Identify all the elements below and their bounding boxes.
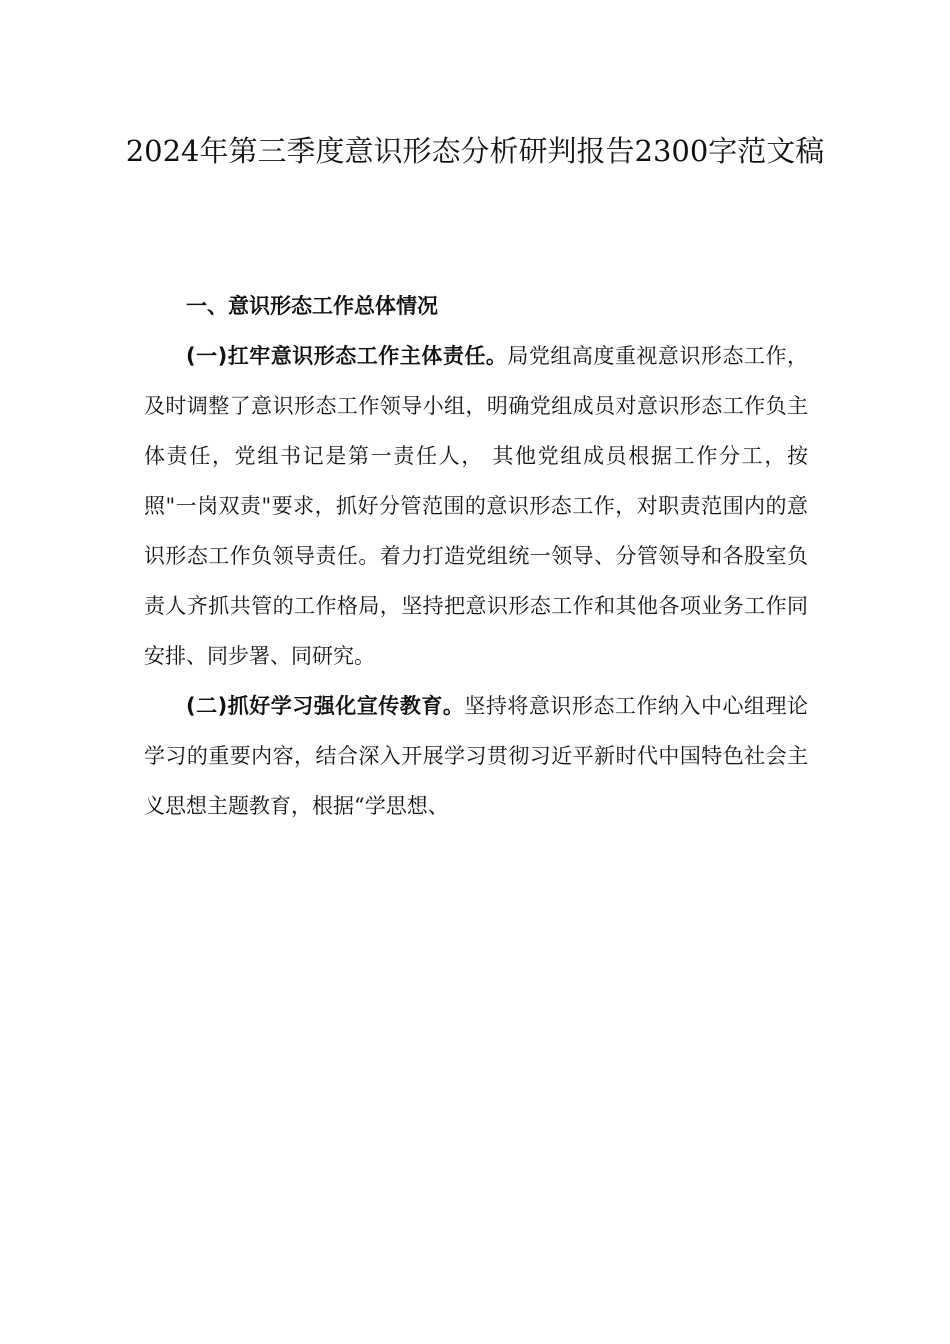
paragraph-text: 坚持将意识形态工作纳入中心组理论学习的重要内容，结合深入开展学习贯彻习近平新时代中国特色社会主义思想主题教育，根据“学思想、	[144, 694, 808, 818]
section-heading: 一、意识形态工作总体情况	[186, 294, 438, 318]
paragraph-lead: (二)抓好学习强化宣传教育。	[186, 694, 465, 718]
paragraph-text: 局党组高度重视意识形态工作，及时调整了意识形态工作领导小组，明确党组成员对意识形态工作负主体责任，党组书记是第一责任人， 其他党组成员根据工作分工，按照"一岗双责"要求，抓好分管范围的意识形态工作，对职责范围内的意识形态工作负领导责任。着力打造党组统一领导、分管领导和各股室负责人齐抓共管的工作格局，坚持把意识形态工作和其他各项业务工作同安排、同步署、同研究。	[144, 344, 808, 668]
paragraph-1	[144, 331, 808, 681]
paragraph-lead: (一)扛牢意识形态工作主体责任。	[186, 344, 508, 368]
paragraph-2	[144, 681, 808, 831]
document-body	[144, 281, 808, 831]
document-title: 2024年第三季度意识形态分析研判报告2300字范文稿	[125, 134, 825, 168]
